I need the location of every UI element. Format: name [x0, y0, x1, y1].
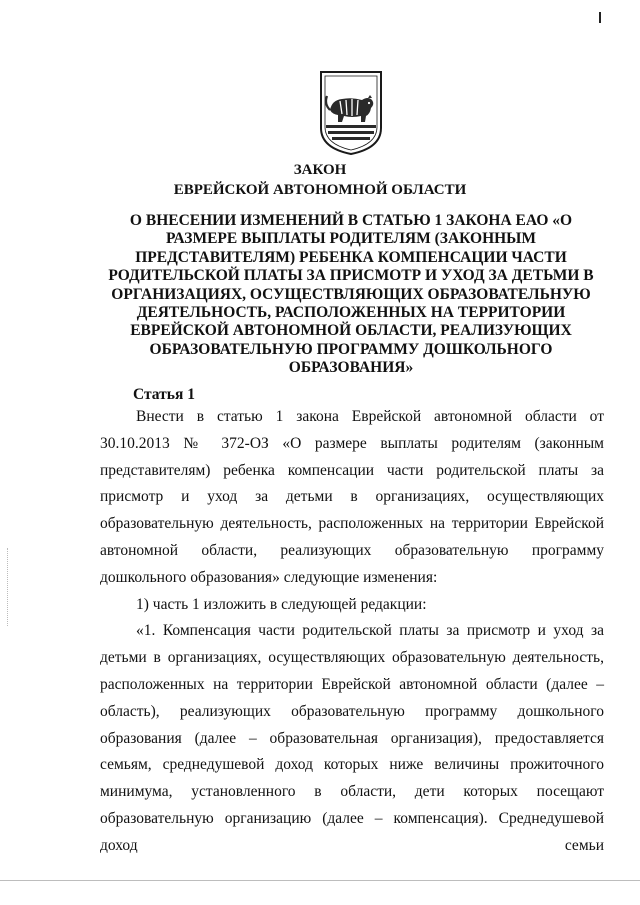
law-subject: О ВНЕСЕНИИ ИЗМЕНЕНИЙ В СТАТЬЮ 1 ЗАКОНА ЕАО «О РАЗМЕРЕ ВЫПЛАТЫ РОДИТЕЛЯМ (ЗАКОННЫМ ПРЕДСТАВИТЕЛЯМ) РЕБЕНКА КОМПЕНСАЦИИ ЧАСТИ РОДИТЕЛЬСКОЙ ПЛАТЫ ЗА ПРИСМОТР И УХОД ЗА ДЕТЬМИ В ОРГАНИЗАЦИЯХ, ОСУЩЕСТВЛЯЮЩИХ ОБРАЗОВАТЕЛЬНУЮ ДЕЯТЕЛЬНОСТЬ, РАСПОЛОЖЕННЫХ НА ТЕРРИТОРИИ ЕВРЕЙСКОЙ АВТОНОМНОЙ ОБЛАСТИ, РЕАЛИЗУЮЩИХ ОБРАЗОВАТЕЛЬНУЮ ПРОГРАММУ ДОШКОЛЬНОГО ОБРАЗОВАНИЯ»	[108, 212, 594, 377]
paragraph-compensation: «1. Компенсация части родительской платы за присмотр и уход за детьми в организациях, осуществляющих образовательную деятельность, расположенных на территории Еврейской автономной области (далее – область), реализующих образовательную программу дошкольного образования (далее – образовательная организация), предоставляется семьям, среднедушевой доход которых ниже величины прожиточного минимума, установленного в области, дети которых посещают образовательную организацию (далее – компенсация). Среднедушевой доход семьи	[100, 622, 604, 854]
page-corner-mark	[599, 12, 601, 23]
law-title-line-1: ЗАКОН	[293, 162, 347, 178]
law-title	[100, 160, 540, 200]
article-heading: Статья 1	[133, 386, 195, 403]
coat-of-arms-tiger-icon	[318, 70, 384, 156]
paragraph-amendment-intro: Внести в статью 1 закона Еврейской автономной области от 30.10.2013 № 372-ОЗ «О размере выплаты родителям (законным представителям) ребенка компенсации части родительской платы за присмотр и уход за детьми в организациях, осуществляющих образовательную деятельность, расположенных на территории Еврейской автономной области, реализующих образовательную программу дошкольного образования» следующие изменения:	[100, 408, 604, 586]
law-title-line-2: ЕВРЕЙСКОЙ АВТОНОМНОЙ ОБЛАСТИ	[173, 182, 467, 198]
paragraph-part-1: 1) часть 1 изложить в следующей редакции:	[136, 595, 427, 613]
page-bottom-rule	[0, 880, 640, 881]
scan-edge-artifact	[7, 548, 9, 626]
article-body	[100, 404, 604, 860]
